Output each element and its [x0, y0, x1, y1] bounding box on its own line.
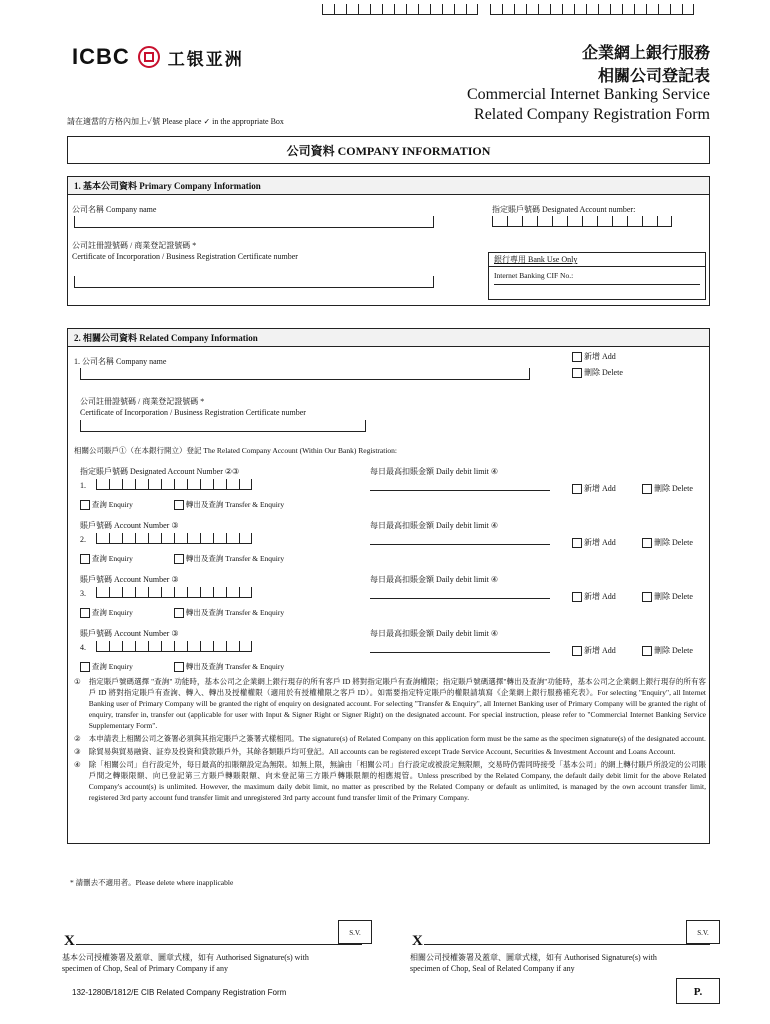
digit-box[interactable] — [200, 587, 213, 598]
digit-box[interactable] — [430, 4, 442, 15]
digit-box[interactable] — [174, 533, 187, 544]
digit-box[interactable] — [109, 533, 122, 544]
digit-box[interactable] — [612, 216, 627, 227]
digit-box[interactable] — [670, 4, 682, 15]
digit-box[interactable] — [161, 533, 174, 544]
icbc-seal-icon — [138, 46, 160, 68]
daily-limit-label: 每日最高扣賬金額 Daily debit limit ④ — [370, 521, 499, 530]
primary-account-boxes[interactable] — [492, 216, 672, 227]
form-number-boxes-left — [322, 4, 478, 15]
digit-box[interactable] — [627, 216, 642, 227]
digit-box[interactable] — [538, 4, 550, 15]
digit-box[interactable] — [526, 4, 538, 15]
account-add-option[interactable] — [572, 537, 616, 548]
digit-box[interactable] — [239, 533, 252, 544]
digit-box[interactable] — [122, 641, 135, 652]
daily-limit-label: 每日最高扣賬金額 Daily debit limit ④ — [370, 575, 499, 584]
digit-box[interactable] — [109, 479, 122, 490]
transfer-label: 轉出及查詢 Transfer & Enquiry — [185, 500, 285, 509]
digit-box[interactable] — [148, 479, 161, 490]
account-delete-option[interactable] — [642, 645, 693, 656]
digit-box[interactable] — [382, 4, 394, 15]
enquiry-option[interactable] — [80, 661, 133, 672]
digit-box[interactable] — [574, 4, 586, 15]
note-mark: ④ — [74, 760, 81, 769]
logo-brand-text: ICBC — [72, 44, 130, 69]
add-label: 新增 Add — [584, 538, 616, 547]
primary-cert-label-cn: 公司註冊證號碼 / 商業登記證號碼 * — [72, 241, 197, 250]
digit-box[interactable] — [550, 4, 562, 15]
digit-box[interactable] — [96, 641, 109, 652]
digit-box[interactable] — [567, 216, 582, 227]
add-label: 新增 Add — [584, 352, 616, 361]
right-sig-label-2: specimen of Chop, Seal of Related Company if any — [410, 964, 575, 973]
transfer-label: 轉出及查詢 Transfer & Enquiry — [185, 554, 285, 563]
digit-box[interactable] — [96, 533, 109, 544]
add-label: 新增 Add — [584, 646, 616, 655]
digit-box[interactable] — [634, 4, 646, 15]
add-checkbox[interactable] — [572, 592, 582, 602]
digit-box[interactable] — [622, 4, 634, 15]
title-en-2: Related Company Registration Form — [474, 106, 710, 123]
account-number-index: 2. — [80, 535, 86, 544]
delete-checkbox[interactable] — [642, 646, 652, 656]
digit-box[interactable] — [135, 533, 148, 544]
digit-box[interactable] — [174, 641, 187, 652]
note-mark: ① — [74, 677, 81, 686]
enquiry-label: 查詢 Enquiry — [91, 554, 133, 563]
primary-account-label: 指定賬戶號碼 Designated Account number: — [492, 205, 636, 214]
account-number-index: 4. — [80, 643, 86, 652]
digit-box[interactable] — [586, 4, 598, 15]
enquiry-option[interactable] — [80, 499, 133, 510]
form-number-boxes-right — [490, 4, 694, 15]
related-section-title: 2. 相關公司資料 Related Company Information — [67, 328, 710, 347]
notes-section — [74, 676, 706, 805]
digit-box[interactable] — [161, 479, 174, 490]
related-cert-field[interactable] — [80, 420, 366, 432]
digit-box[interactable] — [135, 641, 148, 652]
transfer-label: 轉出及查詢 Transfer & Enquiry — [185, 662, 285, 671]
note-item — [74, 733, 706, 744]
transfer-checkbox[interactable] — [174, 500, 184, 510]
digit-box[interactable] — [187, 641, 200, 652]
related-cert-label-en: Certificate of Incorporation / Business Registration Certificate number — [80, 408, 306, 417]
digit-box[interactable] — [226, 479, 239, 490]
digit-box[interactable] — [466, 4, 478, 15]
digit-box[interactable] — [490, 4, 502, 15]
transfer-option[interactable] — [174, 661, 284, 672]
account-number-boxes[interactable] — [96, 641, 252, 652]
digit-box[interactable] — [597, 216, 612, 227]
related-add-option[interactable] — [572, 351, 616, 362]
account-registration-label: 相關公司賬戶①（在本銀行開立）登記 The Related Company Account (Within Our Bank) Registration: — [74, 446, 397, 455]
digit-box[interactable] — [200, 533, 213, 544]
digit-box[interactable] — [226, 641, 239, 652]
digit-box[interactable] — [148, 587, 161, 598]
account-delete-option[interactable] — [642, 591, 693, 602]
digit-box[interactable] — [226, 587, 239, 598]
account-delete-option[interactable] — [642, 537, 693, 548]
digit-box[interactable] — [239, 641, 252, 652]
account-number-boxes[interactable] — [96, 479, 252, 490]
digit-box[interactable] — [200, 641, 213, 652]
primary-cert-field[interactable] — [74, 276, 434, 288]
digit-box[interactable] — [161, 587, 174, 598]
footer-form-code: 132-1280B/1812/E CIB Related Company Registration Form — [72, 988, 287, 997]
left-x-mark: X — [64, 933, 75, 949]
daily-limit-field[interactable] — [370, 544, 550, 545]
digit-box[interactable] — [657, 216, 672, 227]
digit-box[interactable] — [213, 641, 226, 652]
delete-checkbox[interactable] — [642, 484, 652, 494]
left-sv-box: S.V. — [338, 920, 372, 944]
title-en-1: Commercial Internet Banking Service — [466, 86, 710, 103]
right-sv-box: S.V. — [686, 920, 720, 944]
digit-box[interactable] — [187, 533, 200, 544]
transfer-option[interactable] — [174, 607, 284, 618]
company-info-title: 公司資料 COMPANY INFORMATION — [286, 143, 491, 158]
digit-box[interactable] — [213, 533, 226, 544]
logo-chinese-text: 工银亚洲 — [167, 49, 244, 70]
related-company-name-label: 1. 公司名稱 Company name — [74, 357, 167, 366]
title-cn-1: 企業網上銀行服務 — [581, 43, 710, 62]
digit-box[interactable] — [96, 479, 109, 490]
digit-box[interactable] — [213, 479, 226, 490]
enquiry-option[interactable] — [80, 607, 133, 618]
left-sig-label-2: specimen of Chop, Seal of Primary Company if any — [62, 964, 228, 973]
note-mark: ② — [74, 734, 81, 743]
account-label: 賬戶號碼 Account Number ③ — [80, 521, 179, 530]
digit-box[interactable] — [122, 533, 135, 544]
title-cn-2: 相關公司登記表 — [597, 66, 710, 85]
page-mark: P. — [693, 986, 703, 998]
digit-box[interactable] — [658, 4, 670, 15]
digit-box[interactable] — [187, 479, 200, 490]
primary-section-title: 1. 基本公司資料 Primary Company Information — [67, 176, 710, 195]
digit-box[interactable] — [522, 216, 537, 227]
related-delete-option[interactable] — [572, 367, 623, 378]
note-item — [74, 746, 706, 757]
primary-cert-label-en: Certificate of Incorporation / Business Registration Certificate number — [72, 252, 298, 261]
transfer-checkbox[interactable] — [174, 608, 184, 618]
digit-box[interactable] — [148, 533, 161, 544]
right-signature-line[interactable] — [424, 944, 710, 945]
add-checkbox[interactable] — [572, 484, 582, 494]
digit-box[interactable] — [394, 4, 406, 15]
note-text: 本申請表上相關公司之簽署必須與其指定賬戶之簽署式樣相同。The signature(s) of Related Company on this application form must be the same as the specimen signature(s) of the designated account. — [88, 734, 706, 743]
account-number-index: 3. — [80, 589, 86, 598]
add-label: 新增 Add — [584, 484, 616, 493]
cif-label: Internet Banking CIF No.: — [494, 271, 574, 280]
digit-box[interactable] — [187, 587, 200, 598]
digit-box[interactable] — [406, 4, 418, 15]
digit-box[interactable] — [122, 479, 135, 490]
digit-box[interactable] — [582, 216, 597, 227]
digit-box[interactable] — [174, 479, 187, 490]
account-label: 指定賬戶號碼 Designated Account Number ②③ — [80, 467, 240, 476]
enquiry-label: 查詢 Enquiry — [91, 608, 133, 617]
add-checkbox[interactable] — [572, 352, 582, 362]
instruction-text: 請在適當的方格內加上✓號 Please place ✓ in the appropriate Box — [67, 117, 284, 126]
daily-limit-field[interactable] — [370, 652, 550, 653]
digit-box[interactable] — [552, 216, 567, 227]
delete-checkbox[interactable] — [572, 368, 582, 378]
digit-box[interactable] — [370, 4, 382, 15]
transfer-label: 轉出及查詢 Transfer & Enquiry — [185, 608, 285, 617]
page-mark-box — [676, 978, 720, 1004]
icbc-logo — [72, 44, 244, 70]
enquiry-checkbox[interactable] — [80, 500, 90, 510]
enquiry-checkbox[interactable] — [80, 608, 90, 618]
digit-box[interactable] — [502, 4, 514, 15]
bank-use-divider — [488, 266, 706, 267]
delete-checkbox[interactable] — [642, 592, 652, 602]
add-label: 新增 Add — [584, 592, 616, 601]
delete-label: 刪除 Delete — [654, 484, 693, 493]
left-signature-line[interactable] — [76, 944, 362, 945]
right-x-mark: X — [412, 933, 423, 949]
digit-box[interactable] — [610, 4, 622, 15]
account-delete-option[interactable] — [642, 483, 693, 494]
account-add-option[interactable] — [572, 645, 616, 656]
digit-box[interactable] — [492, 216, 507, 227]
enquiry-label: 查詢 Enquiry — [91, 662, 133, 671]
primary-company-name-field[interactable] — [74, 216, 434, 228]
digit-box[interactable] — [358, 4, 370, 15]
digit-box[interactable] — [562, 4, 574, 15]
digit-box[interactable] — [334, 4, 346, 15]
digit-box[interactable] — [454, 4, 466, 15]
daily-limit-field[interactable] — [370, 598, 550, 599]
digit-box[interactable] — [109, 587, 122, 598]
account-number-boxes[interactable] — [96, 587, 252, 598]
digit-box[interactable] — [200, 479, 213, 490]
account-number-index: 1. — [80, 481, 86, 490]
add-checkbox[interactable] — [572, 646, 582, 656]
digit-box[interactable] — [122, 587, 135, 598]
enquiry-checkbox[interactable] — [80, 554, 90, 564]
digit-box[interactable] — [598, 4, 610, 15]
note-item — [74, 759, 706, 803]
digit-box[interactable] — [646, 4, 658, 15]
bank-use-title: 銀行專用 Bank Use Only — [494, 255, 578, 264]
company-info-header — [67, 136, 710, 164]
digit-box[interactable] — [96, 587, 109, 598]
note-mark: ③ — [74, 747, 81, 756]
digit-box[interactable] — [507, 216, 522, 227]
delete-note: * 請刪去不適用者。Please delete where inapplicable — [70, 878, 234, 887]
delete-label: 刪除 Delete — [654, 646, 693, 655]
note-text: 指定賬戶號碼選擇 "查詢" 功能時，基本公司之企業網上銀行現存的所有客戶 ID 將對指定賬戶有查詢權限；指定賬戶號碼選擇"轉出及查詢"功能時，基本公司之企業網上銀行現存的所有客戶 ID 將對指定賬戶有查詢、轉入、轉出及授權權限（適用於有授權權限之客戶 ID）。如需要指定特定賬戶的權限請填寫《企業網上銀行服務補充表》。For selecting "Enquiry", all Internet Banking user of Primary Company will be granted the right of enquiry on designated account. For selecting "Transfer & Enquiry", all Internet Banking user of Primary Company will be granted the right of enquiry, transfer in, transfer out (applicable for user with Input & Signer Right or Signer Right) on the designated account. For special instruction, please refer to "Commercial Internet Banking Service Supplementary Form". — [88, 677, 706, 730]
digit-box[interactable] — [442, 4, 454, 15]
account-add-option[interactable] — [572, 591, 616, 602]
daily-limit-label: 每日最高扣賬金額 Daily debit limit ④ — [370, 629, 499, 638]
digit-box[interactable] — [109, 641, 122, 652]
digit-box[interactable] — [418, 4, 430, 15]
note-text: 除貿易與貿易融資、証券及投資和貸款賬戶外，其餘各類賬戶均可登記。All accounts can be registered except Trade Service Account, Securities & Investment Account and Loans Account. — [88, 747, 676, 756]
primary-company-name-label: 公司名稱 Company name — [72, 205, 157, 214]
delete-label: 刪除 Delete — [584, 368, 623, 377]
daily-limit-field[interactable] — [370, 490, 550, 491]
account-add-option[interactable] — [572, 483, 616, 494]
delete-checkbox[interactable] — [642, 538, 652, 548]
enquiry-label: 查詢 Enquiry — [91, 500, 133, 509]
account-label: 賬戶號碼 Account Number ③ — [80, 575, 179, 584]
digit-box[interactable] — [161, 641, 174, 652]
daily-limit-label: 每日最高扣賬金額 Daily debit limit ④ — [370, 467, 499, 476]
right-sig-label-1: 相關公司授權簽署及蓋章、圖章式樣，如有 Authorised Signature(s) with — [410, 953, 657, 962]
transfer-option[interactable] — [174, 499, 284, 510]
digit-box[interactable] — [642, 216, 657, 227]
enquiry-checkbox[interactable] — [80, 662, 90, 672]
digit-box[interactable] — [135, 587, 148, 598]
digit-box[interactable] — [537, 216, 552, 227]
digit-box[interactable] — [148, 641, 161, 652]
digit-box[interactable] — [346, 4, 358, 15]
related-cert-label-cn: 公司註冊證號碼 / 商業登記證號碼 * — [80, 397, 205, 406]
cif-field[interactable] — [494, 284, 700, 285]
enquiry-option[interactable] — [80, 553, 133, 564]
transfer-checkbox[interactable] — [174, 662, 184, 672]
left-sig-label-1: 基本公司授權簽署及蓋章、圖章式樣，如有 Authorised Signature(s) with — [62, 953, 309, 962]
related-company-name-field[interactable] — [80, 368, 530, 380]
delete-label: 刪除 Delete — [654, 538, 693, 547]
transfer-option[interactable] — [174, 553, 284, 564]
digit-box[interactable] — [322, 4, 334, 15]
digit-box[interactable] — [239, 587, 252, 598]
delete-label: 刪除 Delete — [654, 592, 693, 601]
note-text: 除「相關公司」自行設定外，每日最高的扣賬額設定為無限。如無上限，無論由「相關公司」自行設定或被設定無限額，交易時仍需同時接受「基本公司」的網上轉付賬戶所設定的公司賬戶間之轉賬限額、向已登記第三方賬戶轉賬限額、向未登記第三方賬戶轉賬限額的相應規管。Unless prescribed by the Related Company, the default daily debit limit for the above Related Company's account(s) is unlimited. However, the maximum daily debit limit, no matter as prescribed by the Related Company or default as unlimited, is managed by the own account transfer limit, registered 3rd party account fund transfer limit and unregistered 3rd party account fund transfer limit of the Primary Company. — [88, 760, 706, 802]
add-checkbox[interactable] — [572, 538, 582, 548]
digit-box[interactable] — [682, 4, 694, 15]
digit-box[interactable] — [174, 587, 187, 598]
digit-box[interactable] — [213, 587, 226, 598]
digit-box[interactable] — [135, 479, 148, 490]
digit-box[interactable] — [514, 4, 526, 15]
transfer-checkbox[interactable] — [174, 554, 184, 564]
account-label: 賬戶號碼 Account Number ③ — [80, 629, 179, 638]
digit-box[interactable] — [239, 479, 252, 490]
account-number-boxes[interactable] — [96, 533, 252, 544]
digit-box[interactable] — [226, 533, 239, 544]
note-item — [74, 676, 706, 731]
